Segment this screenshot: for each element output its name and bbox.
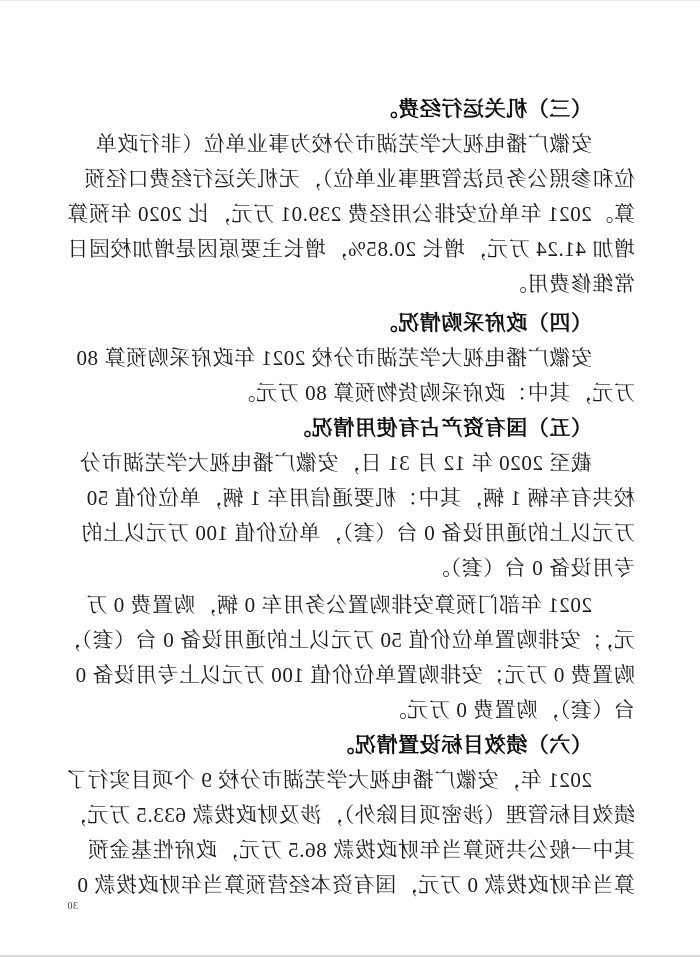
text-line: 算当年财政拨款 0 万元，国有资本经营预算当年财政拨款 0 (76, 873, 635, 897)
text-line: 截至 2020 年 12 月 31 日，安徽广播电视大学芜湖市分 (79, 451, 592, 475)
text-line: 台（套），购置费 0 万元。 (385, 698, 635, 722)
text-line: 增加 41.24 万元，增长 20.85%，增长主要原因是增加校园日 (66, 237, 635, 261)
text-block (60, 92, 635, 903)
section-heading-4: （四）政府采购情况。 (376, 311, 592, 335)
text-line: 元，；安排购置单位价值 50 万元以上的通用设备 0 台（套）， (59, 628, 635, 652)
text-line: 绩效目标管理（涉密项目除外），涉及财政拨款 633.5 万元， (65, 803, 635, 827)
text-line: 万元，其中：政府采购货物预算 80 万元。 (233, 381, 635, 405)
text-line: 安徽广播电视大学芜湖市分校为事业单位（非行政单 (95, 132, 592, 156)
text-line: 算。2021 年单位安排公用经费 239.01 万元，比 2020 年预算 (66, 202, 635, 226)
page-number: 30 (67, 901, 78, 912)
text-line: 2021 年部门预算安排购置公务用车 0 辆，购置费 0 万 (85, 593, 592, 617)
text-line: 安徽广播电视大学芜湖市分校 2021 年政府采购预算 80 (75, 346, 592, 370)
text-line: 专用设备 0 台（套）。 (428, 556, 635, 580)
text-line: 万元以上的通用设备 0 台（套），单位价值 100 万元以上的 (80, 521, 635, 545)
text-line: 校共有车辆 1 辆，其中：机要通信用车 1 辆，单位价值 50 (86, 486, 635, 510)
section-heading-6: （六）绩效目标设置情况。 (332, 733, 592, 757)
section-heading-3: （三）机关运行经费。 (376, 97, 592, 121)
text-line: 其中一般公共预算当年财政拨款 86.5 万元，政府性基金预 (87, 838, 635, 862)
section-heading-5: （五）国有资产占有使用情况。 (289, 416, 592, 440)
text-line: 2021 年，安徽广播电视大学芜湖市分校 9 个项目实行了 (65, 768, 592, 792)
text-line: 购置费 0 万元；安排购置单位价值 100 万元以上专用设备 0 (75, 663, 635, 687)
text-line: 常维修费用。 (505, 272, 635, 296)
text-line: 位和参照公务员法管理事业单位），无机关运行经费口径预 (83, 167, 635, 191)
